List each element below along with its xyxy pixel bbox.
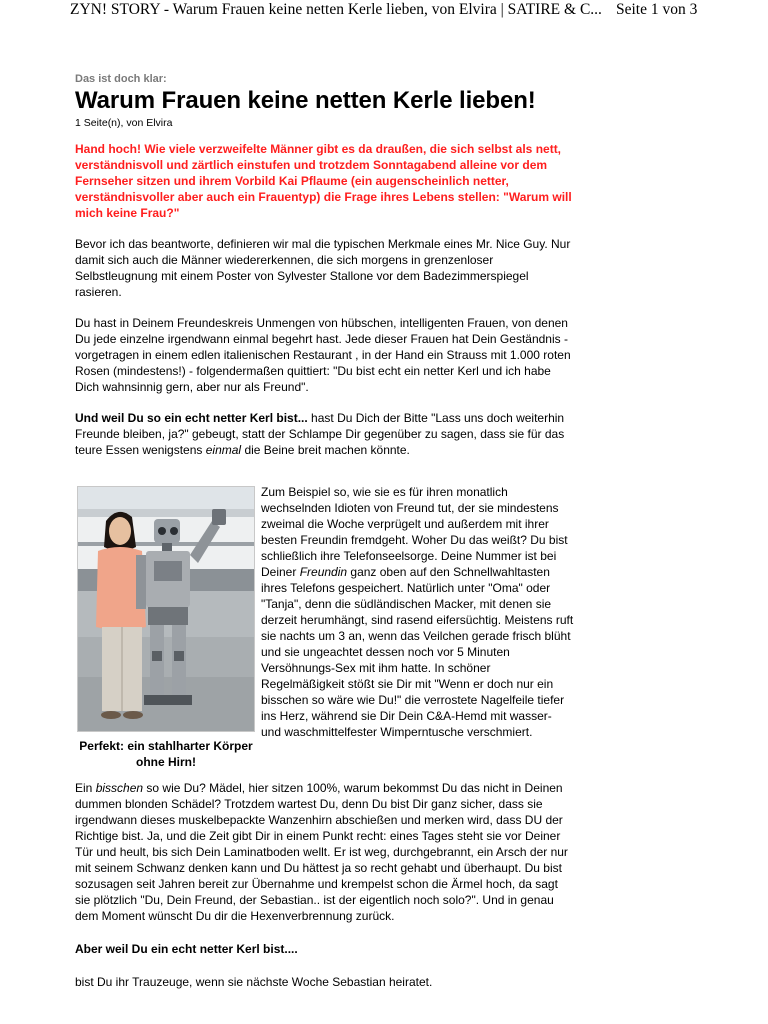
running-header — [0, 0, 768, 22]
paragraph-3-text-a: hast Du Dich der Bitte "Lass uns doch weiterhin Freunde bleiben, ja?" gebeugt, statt der Schlampe Dir gegenüber zu sagen, dass sie für das teure Essen wenigstens — [75, 411, 565, 457]
photo-illustration — [78, 487, 254, 731]
paragraph-3-emphasis: einmal — [205, 443, 242, 457]
paragraph-5-text-a: Ein — [75, 781, 96, 795]
paragraph-2: Du hast in Deinem Freundeskreis Unmengen von hübschen, intelligenten Frauen, von denen Du jede einzelne irgendwann einmal begehrt hast. Jede dieser Frauen hat Dein Geständnis - vorgetragen in einem edlen italienischen Restaurant , in der Hand ein Strauss mit 1.000 roten Rosen (mindestens!) - folgendermaßen quittiert: "Du bist echt ein netter Kerl und ich habe Dich wahnsinnig gern, aber nur als Freund". — [75, 316, 571, 394]
paragraph-6-bold: Aber weil Du ein echt netter Kerl bist.... — [75, 942, 298, 956]
woman-with-robot-photo — [77, 486, 255, 732]
photo-section — [75, 484, 575, 774]
paragraph-4-text-b: ganz oben auf den Schnellwahltasten ihres Telefons gespeichert. Natürlich unter "Oma" oder "Tanja", denn die südländischen Macker, mit denen sie derzeit herumhängt, sind rasend eifersüchtig. Meistens ruft sie nachts um 3 an, wenn das Veilchen gerade frisch blüht und sie ungeachtet dessen noch vor 5 Minuten Versöhnungs-Sex mit ihm hatte. In schöner Regelmäßigkeit stößt sie Dir mit "Wenn er doch nur ein bisschen so wäre wie Du!" die verrostete Nagelfeile tiefer ins Herz, während sie Dir Dein C&A-Hemd mit wasser- und waschmittelfester Wimperntusche verschmiert. — [261, 565, 574, 739]
article — [75, 72, 575, 990]
paragraph-3-bold: Und weil Du so ein echt netter Kerl bist... — [75, 411, 308, 425]
article-byline: 1 Seite(n), von Elvira — [75, 117, 173, 129]
paragraph-3-text-b: die Beine breit machen könnte. — [241, 443, 410, 457]
photo-caption: Perfekt: ein stahlharter Körper ohne Hirn! — [79, 739, 253, 769]
article-kicker: Das ist doch klar: — [75, 73, 167, 85]
paragraph-1: Bevor ich das beantworte, definieren wir mal die typischen Merkmale eines Mr. Nice Guy. Nur damit sich auch die Männer wiedererkennen, die sich morgens in grenzenloser Selbstleugnung mit einem Poster von Sylvester Stallone vor dem Badezimmerspiegel rasieren. — [75, 237, 571, 299]
paragraph-7: bist Du ihr Trauzeuge, wenn sie nächste Woche Sebastian heiratet. — [75, 975, 433, 989]
paragraph-3 — [75, 410, 575, 458]
page-number: Seite 1 von 3 — [616, 1, 698, 18]
paragraph-6 — [75, 941, 575, 957]
paragraph-4-emphasis: Freundin — [299, 565, 348, 579]
photo-block — [77, 484, 255, 770]
paragraph-5-text-b: so wie Du? Mädel, hier sitzen 100%, warum bekommst Du das nicht in Deinen dummen blonden Schädel? Trotzdem wartest Du, denn Du bist Dir ganz sicher, dass sie irgendwann dieses muskelbepackte Wanzenhirn abschießen und merken wird, dass DU der Richtige bist. Ja, und die Zeit gibt Dir in einem Punkt recht: eines Tages steht sie vor Deiner Tür und heult, bis sich Dein Laminatboden wellt. Er ist weg, durchgebrannt, ein Arsch der nur mit seinem Schwanz denken kann und Du hättest ja so recht gehabt und überhaupt. Du bist sozusagen seit Jahren bereit zur Übernahme und krempelst schon die Ärmel hoch, da sagt sie plötzlich "Du, Dein Freund, der Sebastian.. ist der eigentlich noch solo?". Und in genau dem Moment wünscht Du dir die Hexenverbrennung zurück. — [75, 781, 568, 923]
paragraph-4-text-a: Zum Beispiel so, wie sie es für ihren monatlich wechselnden Idioten von Freund tut, der sie mindestens zweimal die Woche verprügelt und außerdem mit ihrer besten Freundin fremdgeht. Woher Du das weißt? Du bist schließlich ihre Telefonseelsorge. Deine Nummer ist bei Deiner — [261, 485, 568, 579]
article-lead: Hand hoch! Wie viele verzweifelte Männer gibt es da draußen, die sich selbst als nett, verständnisvoll und zärtlich einstufen und trotzdem Sonntagabend alleine vor dem Fernseher sitzen und ihrem Vorbild Kai Pflaume (ein augenscheinlich netter, verständnisvoller aber auch ein Frauentyp) die Frage ihres Lebens stellen: "Warum will mich keine Frau?" — [75, 142, 572, 220]
paragraph-5 — [75, 780, 575, 924]
paragraph-5-emphasis: bisschen — [95, 781, 144, 795]
article-headline: Warum Frauen keine netten Kerle lieben! — [75, 87, 536, 114]
running-header-title: ZYN! STORY - Warum Frauen keine netten Kerle lieben, von Elvira | SATIRE & C... — [70, 1, 602, 18]
